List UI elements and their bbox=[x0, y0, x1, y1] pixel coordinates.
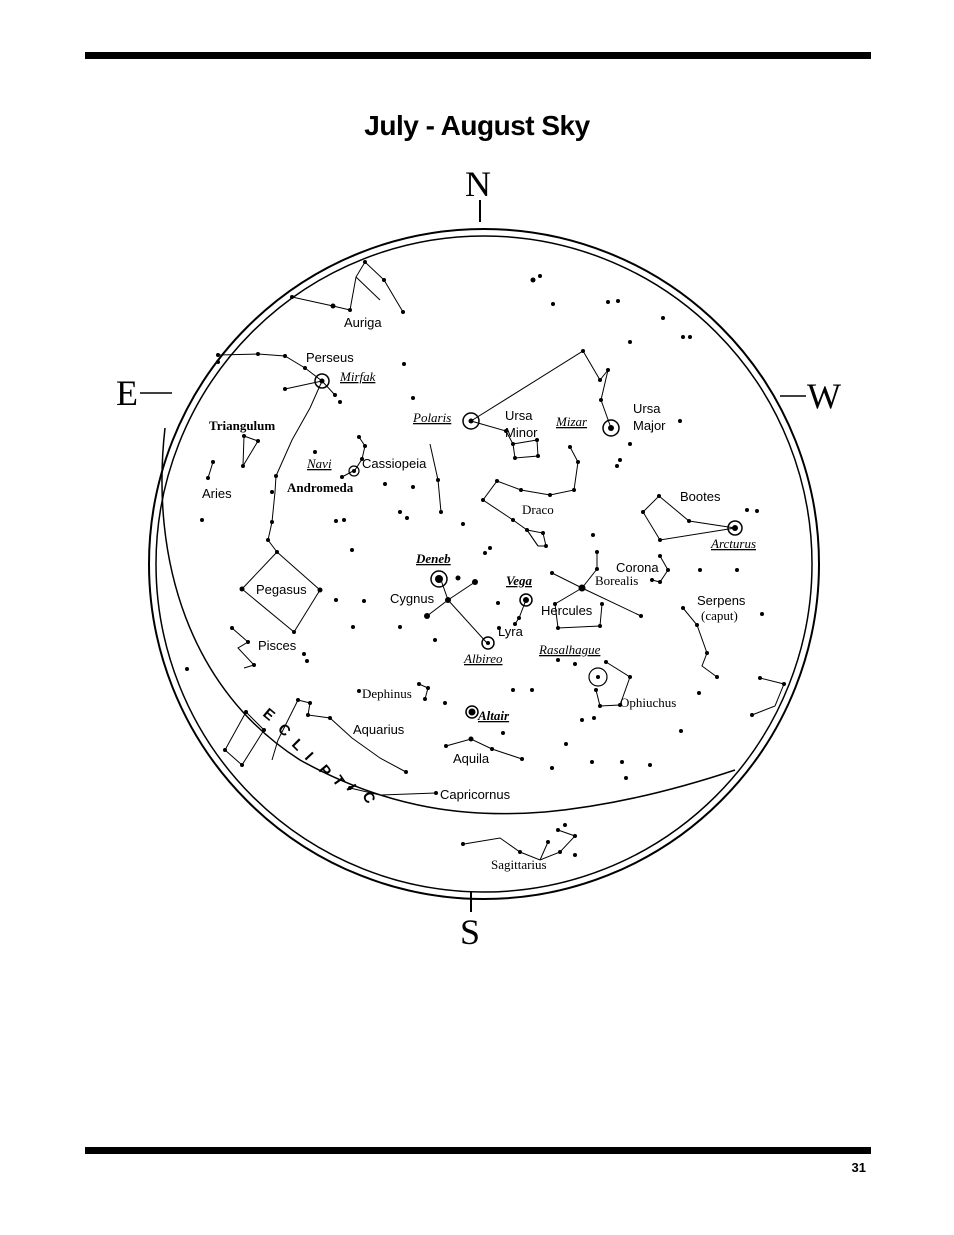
star bbox=[292, 630, 296, 634]
star bbox=[308, 701, 312, 705]
label-ursa-minor-2: Minor bbox=[505, 425, 538, 440]
star bbox=[357, 435, 361, 439]
star bbox=[439, 510, 443, 514]
label-perseus: Perseus bbox=[306, 350, 354, 365]
star bbox=[333, 393, 337, 397]
label-corona-1: Corona bbox=[616, 560, 659, 575]
label-triangulum: Triangulum bbox=[209, 418, 276, 433]
star bbox=[563, 823, 567, 827]
star bbox=[303, 366, 307, 370]
star bbox=[240, 763, 244, 767]
vega-star-core bbox=[523, 597, 529, 603]
label-dephinus: Dephinus bbox=[362, 686, 412, 701]
star bbox=[604, 660, 608, 664]
label-hercules: Hercules bbox=[541, 603, 593, 618]
star bbox=[456, 576, 461, 581]
star bbox=[270, 490, 274, 494]
star bbox=[760, 612, 764, 616]
label-navi: Navi bbox=[307, 456, 332, 471]
star bbox=[573, 853, 577, 857]
star bbox=[290, 295, 294, 299]
star bbox=[270, 520, 274, 524]
star bbox=[223, 748, 227, 752]
star bbox=[405, 516, 409, 520]
star bbox=[628, 340, 632, 344]
star bbox=[536, 454, 540, 458]
mizar-star-core bbox=[608, 425, 614, 431]
label-polaris: Polaris bbox=[413, 410, 452, 425]
page-number: 31 bbox=[851, 1160, 866, 1175]
star bbox=[591, 533, 595, 537]
star bbox=[598, 624, 602, 628]
star bbox=[305, 659, 309, 663]
constellation-lines bbox=[208, 262, 784, 860]
label-serpens-2: (caput) bbox=[701, 608, 738, 623]
star bbox=[517, 616, 521, 620]
star bbox=[240, 587, 245, 592]
star bbox=[616, 299, 620, 303]
star bbox=[606, 368, 610, 372]
star bbox=[334, 598, 338, 602]
star bbox=[568, 445, 572, 449]
star bbox=[230, 626, 234, 630]
star bbox=[519, 488, 523, 492]
star bbox=[363, 444, 367, 448]
star bbox=[750, 713, 754, 717]
north-label: N bbox=[465, 164, 491, 204]
star bbox=[274, 474, 278, 478]
star bbox=[469, 737, 474, 742]
star bbox=[496, 601, 500, 605]
star bbox=[313, 450, 317, 454]
star bbox=[594, 688, 598, 692]
polaris-star-core bbox=[469, 419, 474, 424]
star bbox=[599, 398, 603, 402]
cygnus-lines-2 bbox=[427, 582, 475, 616]
star bbox=[426, 686, 430, 690]
star bbox=[306, 713, 310, 717]
label-ursa-major-2: Major bbox=[633, 418, 666, 433]
sagittarius-lines bbox=[464, 830, 575, 860]
label-albireo: Albireo bbox=[464, 651, 503, 666]
star bbox=[592, 716, 596, 720]
star bbox=[351, 625, 355, 629]
star bbox=[548, 493, 552, 497]
star bbox=[436, 478, 440, 482]
label-aquarius: Aquarius bbox=[353, 722, 405, 737]
ecliptic-label bbox=[259, 705, 378, 807]
star bbox=[518, 850, 522, 854]
arcturus-star-core bbox=[732, 525, 738, 531]
star bbox=[606, 300, 610, 304]
star bbox=[715, 675, 719, 679]
ursa-major-lines bbox=[471, 351, 611, 428]
stars bbox=[185, 260, 786, 857]
star bbox=[595, 567, 599, 571]
star bbox=[398, 510, 402, 514]
triangulum-lines bbox=[243, 436, 258, 466]
star bbox=[511, 518, 515, 522]
star bbox=[581, 349, 585, 353]
label-pisces: Pisces bbox=[258, 638, 297, 653]
star bbox=[200, 518, 204, 522]
star bbox=[350, 548, 354, 552]
star bbox=[424, 613, 430, 619]
serpens-cauda-lines bbox=[752, 678, 784, 715]
star bbox=[681, 606, 685, 610]
label-bootes: Bootes bbox=[680, 489, 721, 504]
star bbox=[600, 602, 604, 606]
star bbox=[650, 578, 654, 582]
altair-star-core bbox=[469, 709, 476, 716]
ursa-minor-box bbox=[513, 440, 538, 458]
star bbox=[657, 494, 661, 498]
star bbox=[550, 571, 554, 575]
star bbox=[615, 464, 619, 468]
star bbox=[580, 718, 584, 722]
aries-lines bbox=[208, 462, 213, 478]
star bbox=[256, 439, 260, 443]
star bbox=[241, 464, 245, 468]
star bbox=[544, 544, 548, 548]
star bbox=[417, 682, 421, 686]
label-draco: Draco bbox=[522, 502, 554, 517]
star bbox=[246, 640, 250, 644]
star bbox=[782, 682, 786, 686]
albireo-star-core bbox=[486, 641, 490, 645]
star bbox=[530, 688, 534, 692]
rasalhague-star-core bbox=[596, 675, 600, 679]
star bbox=[541, 531, 545, 535]
label-mizar: Mizar bbox=[556, 414, 588, 429]
star bbox=[546, 840, 550, 844]
star bbox=[628, 675, 632, 679]
star bbox=[423, 697, 427, 701]
star bbox=[328, 716, 332, 720]
delphinus-lines bbox=[419, 684, 428, 699]
star bbox=[572, 488, 576, 492]
star bbox=[216, 353, 220, 357]
star bbox=[488, 546, 492, 550]
star bbox=[472, 579, 478, 585]
star bbox=[401, 310, 405, 314]
star bbox=[576, 460, 580, 464]
label-ursa-minor-1: Ursa bbox=[505, 408, 533, 423]
star bbox=[398, 625, 402, 629]
aquarius-lines-2 bbox=[225, 712, 264, 765]
star bbox=[318, 588, 323, 593]
star bbox=[697, 691, 701, 695]
label-serpens-1: Serpens bbox=[697, 593, 746, 608]
star bbox=[624, 776, 628, 780]
ecliptic-letter: E bbox=[259, 705, 279, 725]
star bbox=[755, 509, 759, 513]
label-auriga: Auriga bbox=[344, 315, 382, 330]
star bbox=[443, 701, 447, 705]
star bbox=[688, 335, 692, 339]
label-deneb: Deneb bbox=[416, 551, 451, 566]
star bbox=[556, 626, 560, 630]
star bbox=[735, 568, 739, 572]
star bbox=[411, 396, 415, 400]
ecliptic-letter: P bbox=[314, 761, 335, 781]
star bbox=[639, 614, 643, 618]
star bbox=[495, 479, 499, 483]
ecliptic-letter: T bbox=[328, 772, 348, 790]
ecliptic-letter: C bbox=[274, 720, 294, 741]
star bbox=[340, 475, 344, 479]
label-andromeda: Andromeda bbox=[287, 480, 354, 495]
star bbox=[550, 766, 554, 770]
star bbox=[275, 550, 279, 554]
label-vega: Vega bbox=[506, 573, 532, 588]
star bbox=[698, 568, 702, 572]
label-cygnus: Cygnus bbox=[390, 591, 435, 606]
star bbox=[338, 400, 342, 404]
star bbox=[695, 623, 699, 627]
star bbox=[681, 335, 685, 339]
page-title: July - August Sky bbox=[364, 110, 590, 141]
star bbox=[244, 710, 248, 714]
star bbox=[679, 729, 683, 733]
star bbox=[445, 597, 451, 603]
star bbox=[490, 747, 494, 751]
star bbox=[556, 658, 560, 662]
star bbox=[296, 698, 300, 702]
star bbox=[357, 689, 361, 693]
star bbox=[558, 850, 562, 854]
deneb-star-core bbox=[435, 575, 443, 583]
east-label: E bbox=[116, 373, 138, 413]
star bbox=[590, 760, 594, 764]
star bbox=[334, 519, 338, 523]
star bbox=[382, 278, 386, 282]
star bbox=[745, 508, 749, 512]
star bbox=[501, 731, 505, 735]
star bbox=[531, 278, 536, 283]
star bbox=[283, 354, 287, 358]
label-corona-2: Borealis bbox=[595, 573, 639, 588]
star bbox=[678, 419, 682, 423]
star bbox=[461, 842, 465, 846]
ecliptic-letter: C bbox=[358, 788, 379, 807]
bottom-rule bbox=[85, 1147, 871, 1154]
star bbox=[411, 485, 415, 489]
west-label: W bbox=[807, 376, 841, 416]
star bbox=[348, 308, 352, 312]
star bbox=[598, 704, 602, 708]
star bbox=[461, 522, 465, 526]
mirfak-star-core bbox=[320, 379, 325, 384]
star bbox=[444, 744, 448, 748]
label-arcturus: Arcturus bbox=[711, 536, 757, 551]
label-altair: Altair bbox=[478, 708, 510, 723]
star bbox=[206, 476, 210, 480]
star bbox=[216, 360, 220, 364]
south-label: S bbox=[459, 912, 481, 952]
draco-lines-1 bbox=[430, 444, 441, 512]
star bbox=[573, 662, 577, 666]
star bbox=[256, 352, 260, 356]
star bbox=[481, 498, 485, 502]
star bbox=[266, 538, 270, 542]
star bbox=[483, 551, 487, 555]
star bbox=[648, 763, 652, 767]
star bbox=[252, 663, 256, 667]
star bbox=[362, 599, 366, 603]
star bbox=[511, 442, 515, 446]
star bbox=[658, 554, 662, 558]
star bbox=[520, 757, 524, 761]
star bbox=[551, 302, 555, 306]
label-rasalhague: Rasalhague bbox=[539, 642, 601, 657]
ecliptic-letter: L bbox=[288, 735, 307, 755]
star bbox=[620, 760, 624, 764]
label-lyra: Lyra bbox=[498, 624, 523, 639]
star bbox=[573, 834, 577, 838]
star bbox=[402, 362, 406, 366]
star bbox=[641, 510, 645, 514]
star bbox=[705, 651, 709, 655]
star bbox=[513, 456, 517, 460]
label-ursa-major-1: Ursa bbox=[633, 401, 661, 416]
ecliptic-letter: I bbox=[342, 781, 360, 794]
label-cassiopeia: Cassiopeia bbox=[362, 456, 427, 471]
star bbox=[211, 460, 215, 464]
star bbox=[618, 458, 622, 462]
star bbox=[666, 568, 670, 572]
star bbox=[598, 378, 602, 382]
star bbox=[342, 518, 346, 522]
label-mirfak: Mirfak bbox=[340, 369, 376, 384]
star bbox=[404, 770, 408, 774]
hercules-lines-1 bbox=[552, 552, 597, 588]
star bbox=[579, 585, 586, 592]
star bbox=[556, 828, 560, 832]
star bbox=[511, 688, 515, 692]
auriga-lines-2 bbox=[356, 277, 380, 300]
pisces-lines bbox=[232, 628, 254, 668]
star bbox=[302, 652, 306, 656]
label-ophiuchus: Ophiuchus bbox=[620, 695, 677, 710]
star bbox=[687, 519, 691, 523]
star bbox=[595, 550, 599, 554]
navi-star-core bbox=[352, 469, 356, 473]
label-aries: Aries bbox=[202, 486, 232, 501]
star bbox=[525, 528, 529, 532]
ecliptic-letter: I bbox=[301, 749, 317, 764]
star bbox=[185, 667, 189, 671]
star bbox=[628, 442, 632, 446]
star bbox=[242, 434, 246, 438]
star bbox=[383, 482, 387, 486]
label-sagittarius: Sagittarius bbox=[491, 857, 547, 872]
star bbox=[283, 387, 287, 391]
label-aquila: Aquila bbox=[453, 751, 490, 766]
star bbox=[658, 538, 662, 542]
star bbox=[661, 316, 665, 320]
star bbox=[262, 728, 266, 732]
star bbox=[564, 742, 568, 746]
star bbox=[434, 791, 438, 795]
label-capricornus: Capricornus bbox=[440, 787, 511, 802]
star bbox=[363, 260, 367, 264]
star bbox=[538, 274, 542, 278]
star bbox=[758, 676, 762, 680]
star bbox=[331, 304, 336, 309]
label-pegasus: Pegasus bbox=[256, 582, 307, 597]
star bbox=[433, 638, 437, 642]
star bbox=[658, 580, 662, 584]
